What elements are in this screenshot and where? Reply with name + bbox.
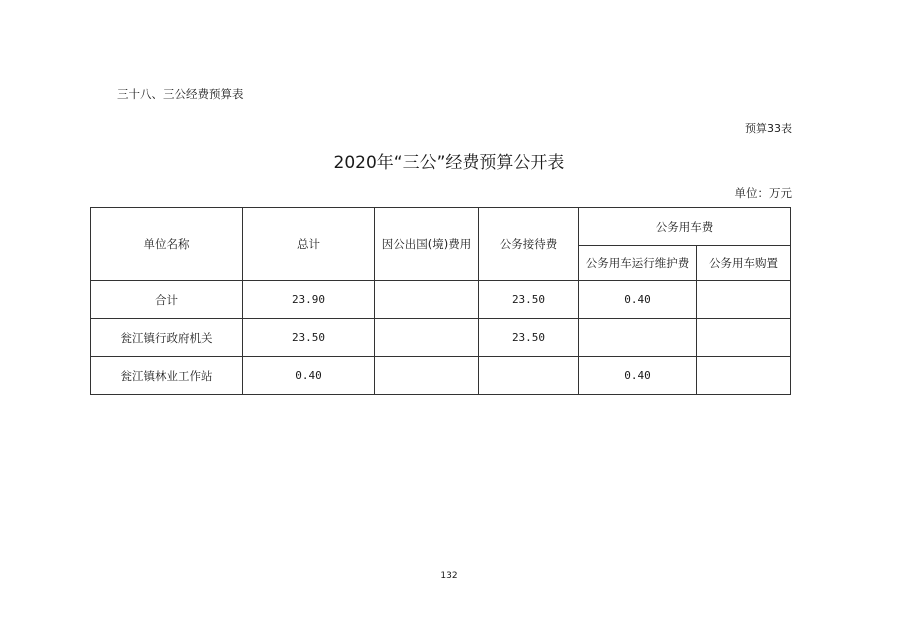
header-total: 总计 [243, 208, 375, 281]
cell-vehicle-operation: 0.40 [579, 357, 697, 395]
document-title: 2020年“三公”经费预算公开表 [333, 153, 565, 173]
unit-label: 单位：万元 [734, 186, 792, 200]
cell-total: 0.40 [243, 357, 375, 395]
table-row [91, 357, 791, 395]
table-row [91, 319, 791, 357]
cell-vehicle-purchase [697, 319, 791, 357]
cell-vehicle-purchase [697, 281, 791, 319]
cell-reception: 23.50 [479, 319, 579, 357]
cell-total: 23.50 [243, 319, 375, 357]
header-vehicle-operation: 公务用车运行维护费 [579, 246, 697, 281]
section-heading: 三十八、三公经费预算表 [117, 87, 244, 101]
cell-vehicle-operation: 0.40 [579, 281, 697, 319]
cell-overseas [375, 357, 479, 395]
cell-vehicle-operation [579, 319, 697, 357]
cell-total: 23.90 [243, 281, 375, 319]
cell-vehicle-purchase [697, 357, 791, 395]
header-vehicle-group: 公务用车费 [579, 208, 791, 246]
table-row [91, 281, 791, 319]
page-number: 132 [440, 571, 458, 581]
cell-unit-name: 瓮江镇林业工作站 [91, 357, 243, 395]
table-number: 预算33表 [745, 122, 792, 135]
header-vehicle-purchase: 公务用车购置 [697, 246, 791, 281]
header-row [91, 208, 791, 246]
cell-reception [479, 357, 579, 395]
cell-unit-name: 合计 [91, 281, 243, 319]
cell-overseas [375, 319, 479, 357]
cell-reception: 23.50 [479, 281, 579, 319]
header-unit-name: 单位名称 [91, 208, 243, 281]
cell-unit-name: 瓮江镇行政府机关 [91, 319, 243, 357]
budget-table [90, 207, 791, 395]
header-reception: 公务接待费 [479, 208, 579, 281]
cell-overseas [375, 281, 479, 319]
header-overseas: 因公出国(境)费用 [375, 208, 479, 281]
